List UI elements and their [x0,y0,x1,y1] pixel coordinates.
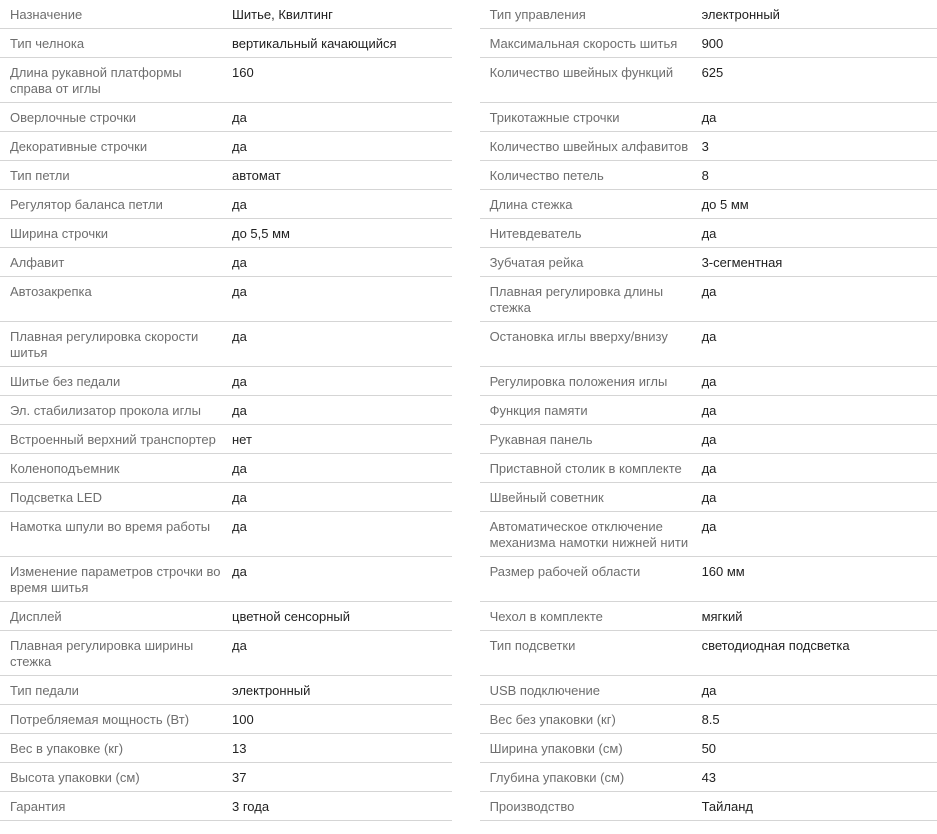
spec-item [0,734,452,763]
spec-item [480,396,937,425]
spec-name: Размер рабочей области [489,564,641,579]
spec-value: 50 [701,741,717,756]
spec-item [0,483,452,512]
spec-row [0,396,937,425]
spec-value: да [701,284,717,299]
spec-item [480,132,937,161]
spec-name: Количество петель [489,168,604,183]
spec-name: Ширина строчки [10,226,109,241]
spec-name: Швейный советник [489,490,604,505]
spec-row [0,248,937,277]
spec-name: Тип педали [10,683,79,698]
spec-value: да [232,284,247,299]
spec-value: да [701,329,717,344]
spec-item [0,0,452,29]
spec-name: Глубина упаковки (см) [489,770,625,785]
spec-row [0,602,937,631]
spec-value: да [232,374,247,389]
spec-value: 13 [232,741,247,756]
spec-item [0,631,452,676]
spec-value: мягкий [701,609,743,624]
spec-value: вертикальный качающийся [232,36,397,51]
spec-name: Плавная регулировка ширины стежка [10,638,194,669]
spec-item [480,219,937,248]
spec-name: Приставной столик в комплекте [489,461,682,476]
spec-item [480,161,937,190]
spec-item [480,322,937,367]
spec-item [0,676,452,705]
spec-value: цветной сенсорный [232,609,351,624]
spec-row [0,631,937,676]
spec-item [0,161,452,190]
spec-value: 3 года [232,799,270,814]
spec-item [0,425,452,454]
spec-value: да [232,461,247,476]
spec-value: электронный [232,683,311,698]
spec-item [480,483,937,512]
spec-value: да [232,638,247,653]
spec-name: Нитевдеватель [489,226,582,241]
spec-name: Функция памяти [489,403,588,418]
spec-item [0,396,452,425]
spec-value: 625 [701,65,724,80]
spec-row [0,483,937,512]
spec-name: Плавная регулировка скорости шитья [10,329,199,360]
spec-value: да [701,226,717,241]
spec-row [0,29,937,58]
spec-value: 160 [232,65,254,80]
spec-item [0,190,452,219]
spec-value: да [232,329,247,344]
spec-value: 3-сегментная [701,255,783,270]
spec-name: Количество швейных алфавитов [489,139,689,154]
spec-name: Длина стежка [489,197,573,212]
spec-value: 100 [232,712,254,727]
spec-row [0,512,937,557]
spec-name: Производство [489,799,575,814]
spec-value: да [701,110,717,125]
spec-row [0,322,937,367]
spec-item [0,277,452,322]
spec-value: да [232,110,247,125]
spec-name: Регулировка положения иглы [489,374,668,389]
spec-name: Регулятор баланса петли [10,197,163,212]
spec-value: 8 [701,168,709,183]
spec-name: Шитье без педали [10,374,121,389]
spec-item [0,512,452,557]
spec-item [0,322,452,367]
spec-value: да [701,683,717,698]
spec-item [480,705,937,734]
spec-name: Эл. стабилизатор прокола иглы [10,403,201,418]
spec-item [0,29,452,58]
spec-row [0,58,937,103]
spec-row [0,792,937,821]
spec-name: Тип петли [10,168,70,183]
spec-row [0,425,937,454]
spec-row [0,0,937,29]
spec-name: Гарантия [10,799,66,814]
spec-item [0,248,452,277]
spec-row [0,161,937,190]
spec-value: да [232,519,247,534]
spec-item [480,792,937,821]
spec-value: да [232,564,247,579]
spec-name: Количество швейных функций [489,65,674,80]
spec-row [0,367,937,396]
spec-item [0,705,452,734]
spec-item [480,367,937,396]
spec-value: 43 [701,770,717,785]
spec-name: Автоматическое отключение механизма намотки нижней нити [489,519,689,550]
spec-row [0,454,937,483]
spec-name: Потребляемая мощность (Вт) [10,712,190,727]
spec-item [0,103,452,132]
spec-name: Остановка иглы вверху/внизу [489,329,668,344]
spec-name: Назначение [10,7,83,22]
spec-item [0,132,452,161]
spec-item [0,557,452,602]
spec-name: Тип управления [489,7,586,22]
spec-item [480,0,937,29]
spec-row [0,132,937,161]
spec-item [480,763,937,792]
spec-row [0,676,937,705]
spec-name: Плавная регулировка длины стежка [489,284,664,315]
spec-name: Декоративные строчки [10,139,148,154]
spec-value: да [701,461,717,476]
spec-value: электронный [701,7,780,22]
spec-name: Подсветка LED [10,490,102,505]
spec-name: Встроенный верхний транспортер [10,432,216,447]
spec-name: USB подключение [489,683,601,698]
spec-value: нет [232,432,252,447]
spec-name: Алфавит [10,255,65,270]
spec-name: Дисплей [10,609,62,624]
spec-item [480,248,937,277]
spec-item [0,602,452,631]
spec-row [0,557,937,602]
spec-item [480,631,937,676]
spec-value: да [232,403,247,418]
spec-value: автомат [232,168,281,183]
spec-row [0,277,937,322]
spec-item [480,103,937,132]
spec-value: да [232,255,247,270]
spec-value: да [701,403,717,418]
spec-item [480,29,937,58]
spec-item [0,219,452,248]
spec-name: Рукавная панель [489,432,593,447]
spec-value: 37 [232,770,247,785]
spec-item [0,454,452,483]
spec-value: Шитье, Квилтинг [232,7,333,22]
spec-value: да [232,197,247,212]
spec-name: Тип подсветки [489,638,576,653]
spec-row [0,190,937,219]
spec-value: да [701,490,717,505]
spec-value: да [701,519,717,534]
spec-row [0,763,937,792]
spec-name: Зубчатая рейка [489,255,584,270]
spec-name: Ширина упаковки (см) [489,741,623,756]
spec-item [480,676,937,705]
spec-name: Тип челнока [10,36,85,51]
spec-value: да [701,432,717,447]
spec-item [480,190,937,219]
spec-item [0,58,452,103]
spec-row [0,103,937,132]
spec-name: Автозакрепка [10,284,92,299]
spec-item [480,602,937,631]
spec-value: 3 [701,139,709,154]
spec-name: Изменение параметров строчки во время шитья [10,564,221,595]
spec-value: Тайланд [701,799,753,814]
spec-name: Высота упаковки (см) [10,770,140,785]
spec-value: да [232,139,247,154]
spec-row [0,219,937,248]
spec-item [480,58,937,103]
spec-name: Вес без упаковки (кг) [489,712,616,727]
spec-value: 8.5 [701,712,720,727]
spec-value: да [701,374,717,389]
spec-value: светодиодная подсветка [701,638,850,653]
spec-item [0,763,452,792]
spec-item [0,367,452,396]
spec-item [480,454,937,483]
spec-name: Чехол в комплекте [489,609,603,624]
spec-item [0,792,452,821]
spec-row [0,734,937,763]
spec-row [0,705,937,734]
spec-name: Вес в упаковке (кг) [10,741,124,756]
spec-name: Намотка шпули во время работы [10,519,211,534]
spec-name: Коленоподъемник [10,461,120,476]
spec-value: до 5 мм [701,197,749,212]
spec-item [480,734,937,763]
spec-value: да [232,490,247,505]
spec-value: 900 [701,36,724,51]
spec-item [480,512,937,557]
spec-name: Максимальная скорость шитья [489,36,678,51]
spec-value: 160 мм [701,564,745,579]
spec-item [480,425,937,454]
spec-value: до 5,5 мм [232,226,290,241]
spec-item [480,557,937,602]
spec-name: Оверлочные строчки [10,110,137,125]
spec-item [480,277,937,322]
spec-name: Длина рукавной платформы справа от иглы [10,65,182,96]
spec-name: Трикотажные строчки [489,110,620,125]
